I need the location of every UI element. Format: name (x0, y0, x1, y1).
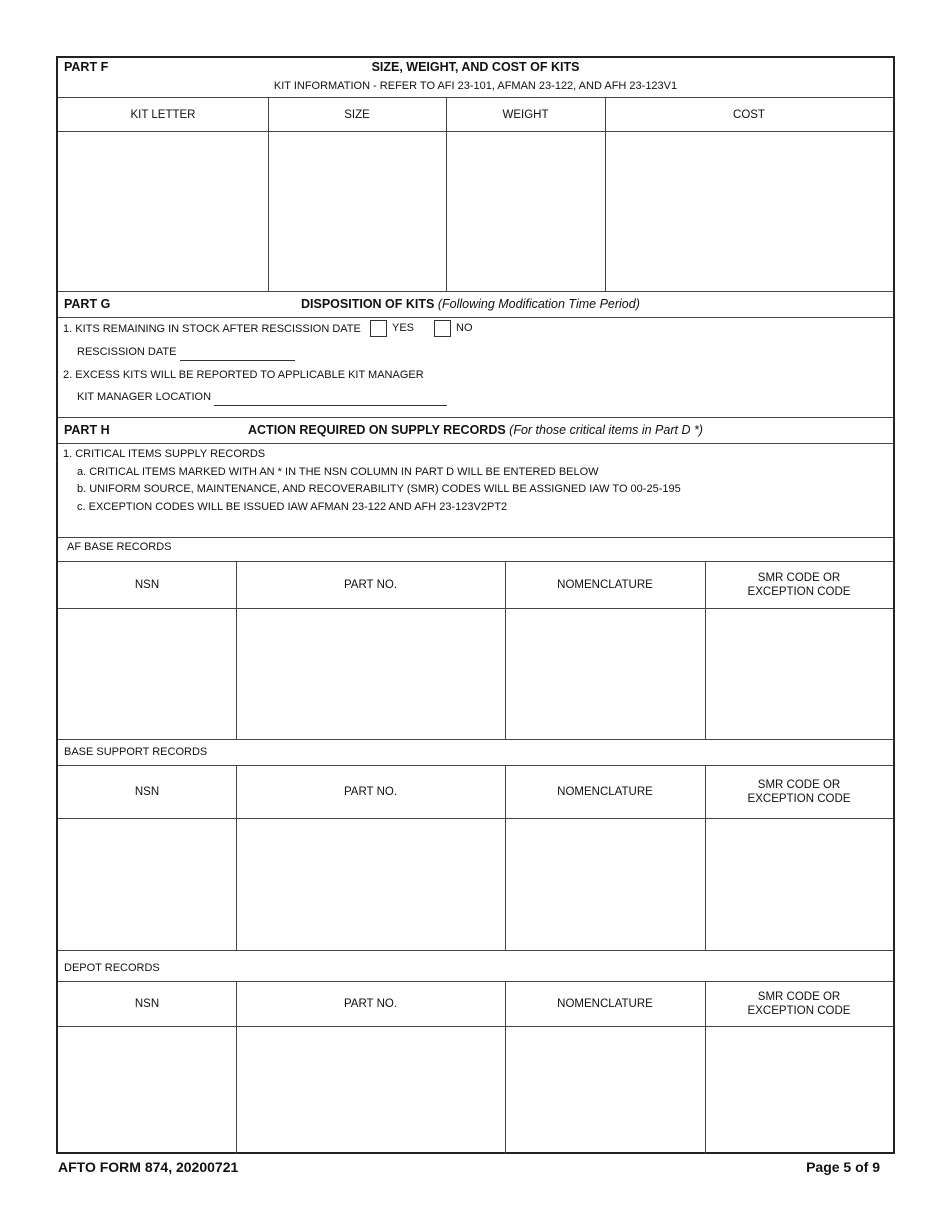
af-base-records-heading: AF BASE RECORDS (67, 541, 172, 553)
depot-records-heading: DEPOT RECORDS (64, 962, 160, 974)
part-g-title-row (301, 297, 640, 311)
part-f-subtitle: KIT INFORMATION - REFER TO AFI 23-101, AFMAN 23-122, AND AFH 23-123V1 (273, 80, 678, 92)
af-base-nomenclature-entry[interactable] (506, 609, 705, 739)
depot-part-no-entry[interactable] (237, 1027, 505, 1154)
base-support-nomenclature-entry[interactable] (506, 819, 705, 950)
form-page (56, 56, 895, 1154)
weight-entry[interactable] (447, 132, 605, 291)
base-support-records-heading: BASE SUPPORT RECORDS (64, 746, 208, 758)
base-support-smr-entry[interactable] (706, 819, 893, 950)
af-base-nomenclature-header: NOMENCLATURE (557, 579, 653, 591)
cost-entry[interactable] (606, 132, 893, 291)
depot-smr-header (705, 982, 893, 1026)
kits-remaining-label: 1. KITS REMAINING IN STOCK AFTER RESCISSION DATE (63, 323, 361, 335)
depot-smr-line2: EXCEPTION CODE (747, 1005, 851, 1017)
part-h-title-row (248, 423, 703, 437)
rescission-date-label: RESCISSION DATE (77, 346, 177, 358)
no-checkbox[interactable] (434, 320, 451, 337)
part-g-label: PART G (64, 297, 111, 311)
depot-part-no-header: PART NO. (343, 998, 398, 1010)
depot-smr-entry[interactable] (706, 1027, 893, 1154)
af-base-part-no-header: PART NO. (343, 579, 398, 591)
base-support-part-no-entry[interactable] (237, 819, 505, 950)
instruction-b: b. UNIFORM SOURCE, MAINTENANCE, AND RECOVERABILITY (SMR) CODES WILL BE ASSIGNED IAW TO 00-25-195 (77, 483, 681, 495)
depot-smr-line1: SMR CODE OR (757, 991, 841, 1003)
page-number: Page 5 of 9 (806, 1159, 880, 1175)
part-h-title-note: (For those critical items in Part D *) (509, 423, 703, 437)
depot-nsn-entry[interactable] (58, 1027, 236, 1154)
base-support-smr-line2: EXCEPTION CODE (747, 793, 851, 805)
base-support-nsn-header: NSN (134, 786, 160, 798)
af-base-smr-line2: EXCEPTION CODE (747, 586, 851, 598)
rescission-date-field[interactable] (180, 360, 295, 361)
kit-manager-location-field[interactable] (214, 405, 447, 406)
instruction-a: a. CRITICAL ITEMS MARKED WITH AN * IN THE NSN COLUMN IN PART D WILL BE ENTERED BELOW (77, 466, 599, 478)
weight-header: WEIGHT (502, 109, 549, 121)
depot-nomenclature-entry[interactable] (506, 1027, 705, 1154)
kit-manager-location-label: KIT MANAGER LOCATION (77, 391, 212, 403)
kit-letter-entry[interactable] (58, 132, 268, 291)
kit-letter-header: KIT LETTER (130, 109, 196, 121)
af-base-smr-header (705, 562, 893, 608)
af-base-smr-entry[interactable] (706, 609, 893, 739)
excess-kits-label: 2. EXCESS KITS WILL BE REPORTED TO APPLICABLE KIT MANAGER (63, 369, 424, 381)
cost-header: COST (733, 109, 765, 121)
critical-items-heading: 1. CRITICAL ITEMS SUPPLY RECORDS (63, 448, 266, 460)
yes-checkbox[interactable] (370, 320, 387, 337)
af-base-nsn-header: NSN (134, 579, 160, 591)
part-f-title: SIZE, WEIGHT, AND COST OF KITS (371, 60, 580, 74)
part-h-label: PART H (64, 423, 110, 437)
instruction-c: c. EXCEPTION CODES WILL BE ISSUED IAW AFMAN 23-122 AND AFH 23-123V2PT2 (77, 501, 508, 513)
part-g-title-note: (Following Modification Time Period) (437, 297, 640, 311)
base-support-nsn-entry[interactable] (58, 819, 236, 950)
size-header: SIZE (344, 109, 370, 121)
af-base-part-no-entry[interactable] (237, 609, 505, 739)
base-support-nomenclature-header: NOMENCLATURE (557, 786, 653, 798)
part-f-label: PART F (64, 60, 109, 74)
base-support-part-no-header: PART NO. (343, 786, 398, 798)
base-support-smr-line1: SMR CODE OR (757, 779, 841, 791)
no-label: NO (456, 322, 473, 334)
form-id: AFTO FORM 874, 20200721 (58, 1159, 239, 1175)
yes-label: YES (392, 322, 415, 334)
af-base-smr-line1: SMR CODE OR (757, 572, 841, 584)
base-support-smr-header (705, 766, 893, 818)
part-g-title: DISPOSITION OF KITS (301, 297, 435, 311)
depot-nomenclature-header: NOMENCLATURE (557, 998, 653, 1010)
af-base-nsn-entry[interactable] (58, 609, 236, 739)
depot-nsn-header: NSN (134, 998, 160, 1010)
part-h-title: ACTION REQUIRED ON SUPPLY RECORDS (248, 423, 506, 437)
size-entry[interactable] (269, 132, 446, 291)
